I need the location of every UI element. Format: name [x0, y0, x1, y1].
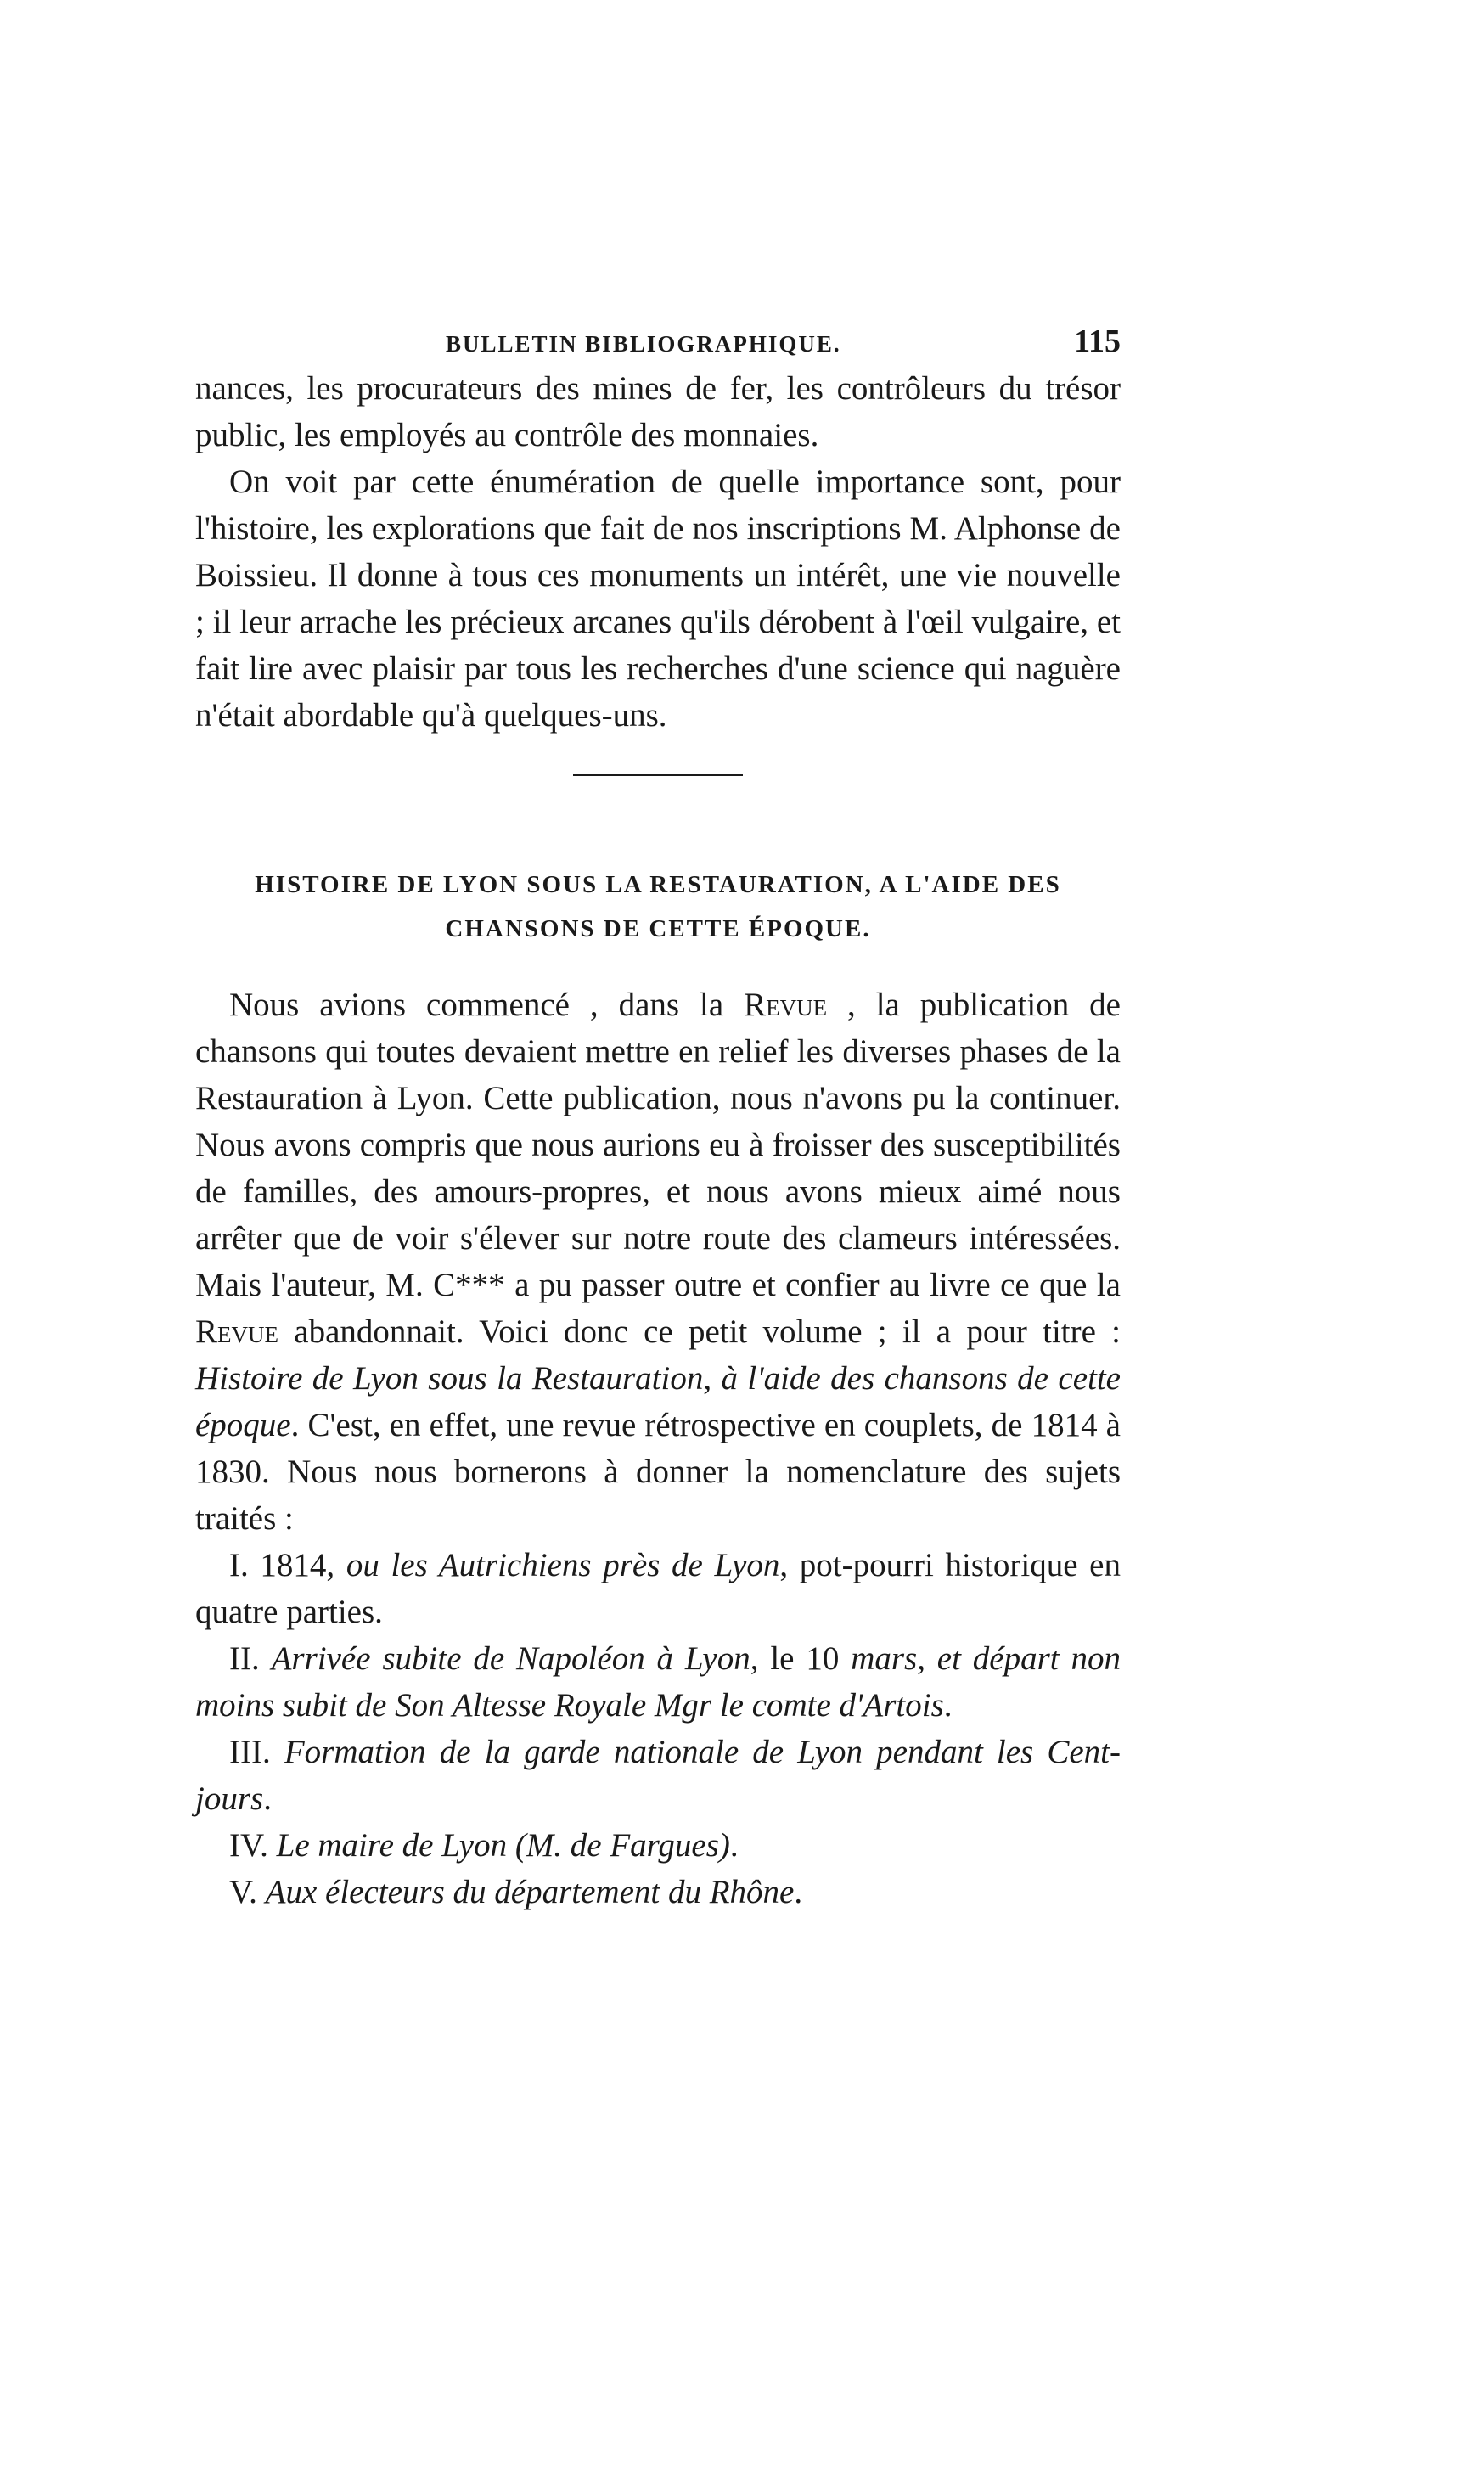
- item-numeral: II.: [229, 1640, 272, 1677]
- item-numeral: IV.: [229, 1827, 277, 1864]
- list-item: [195, 1869, 1121, 1915]
- section-title-line-2: CHANSONS DE CETTE ÉPOQUE.: [445, 915, 871, 942]
- item-numeral: III.: [229, 1734, 284, 1770]
- text-run: Nous avions commencé , dans la: [229, 987, 745, 1023]
- item-title: Aux électeurs du département du Rhône: [265, 1874, 795, 1910]
- item-title: Formation de la garde nationale de Lyon pendant les Cent-jours: [195, 1734, 1121, 1817]
- item-rest: .: [794, 1874, 803, 1910]
- item-rest: , pot-pourri historique en quatre parties.: [195, 1547, 1121, 1630]
- list-item: [195, 1542, 1121, 1635]
- section-title-line-1: HISTOIRE DE LYON SOUS LA RESTAURATION, A L'AIDE DES: [255, 871, 1061, 898]
- paragraph-boissieu: On voit par cette énumération de quelle importance sont, pour l'histoire, les explorations que fait de nos inscriptions M. Alphonse de Boissieu. Il donne à tous ces monuments un intérêt, une vie nouvelle ; il leur arrache les précieux arcanes qu'ils dérobent à l'œil vulgaire, et fait lire avec plaisir par tous les recherches d'une science qui naguère n'était abordable qu'à quelques-uns.: [195, 464, 1121, 734]
- revue-smallcaps: Revue: [744, 987, 828, 1023]
- list-item: [195, 1729, 1121, 1822]
- section-title: [195, 863, 1121, 951]
- running-head: [195, 314, 1121, 365]
- text-run: , la publication de chansons qui toutes devaient mettre en relief les diverses phases de la Restauration à Lyon. Cette publication, nous n'avons pu la continuer. Nous avons compris que nous aurions eu à froisser des susceptibilités de familles, des amours-propres, et nous avons mieux aimé nous arrêter que de voir s'élever sur notre route des clameurs intéressées. Mais l'auteur, M. C*** a pu passer outre et confier au livre ce que la: [195, 987, 1121, 1303]
- paragraph-continuation: nances, les procurateurs des mines de fer, les contrôleurs du trésor public, les employés au contrôle des monnaies.: [195, 370, 1121, 453]
- item-rest: .: [263, 1780, 272, 1817]
- list-item: [195, 1635, 1121, 1729]
- item-title: Le maire de Lyon (M. de Fargues): [276, 1827, 730, 1864]
- item-title: Arrivée subite de Napoléon à Lyon: [271, 1640, 750, 1677]
- section-divider: [573, 774, 743, 776]
- item-numeral: V.: [229, 1874, 266, 1910]
- item-rest: .: [729, 1827, 739, 1864]
- book-title: Histoire de Lyon sous la Restauration, à l'aide des chansons de cette époque: [195, 1360, 1121, 1443]
- item-rest: , le 10: [750, 1640, 852, 1677]
- item-title: mars, et départ non moins subit de Son Altesse Royale Mgr le comte d'Artois: [195, 1640, 1121, 1724]
- book-page: [195, 314, 1121, 1915]
- running-title: BULLETIN BIBLIOGRAPHIQUE.: [446, 331, 841, 357]
- text-run: . C'est, en effet, une revue rétrospective en couplets, de 1814 à 1830. Nous nous bornerons à donner la nomenclature des sujets traités :: [195, 1407, 1121, 1537]
- list-item: [195, 1822, 1121, 1869]
- text-run: abandonnait. Voici donc ce petit volume ; il a pour titre :: [278, 1313, 1121, 1350]
- paragraph-review: [195, 981, 1121, 1542]
- item-title: ou les Autrichiens près de Lyon: [346, 1547, 780, 1583]
- item-rest: .: [943, 1687, 953, 1724]
- page-number: 115: [1074, 323, 1121, 359]
- item-numeral: I. 1814,: [229, 1547, 346, 1583]
- revue-smallcaps: Revue: [195, 1313, 278, 1350]
